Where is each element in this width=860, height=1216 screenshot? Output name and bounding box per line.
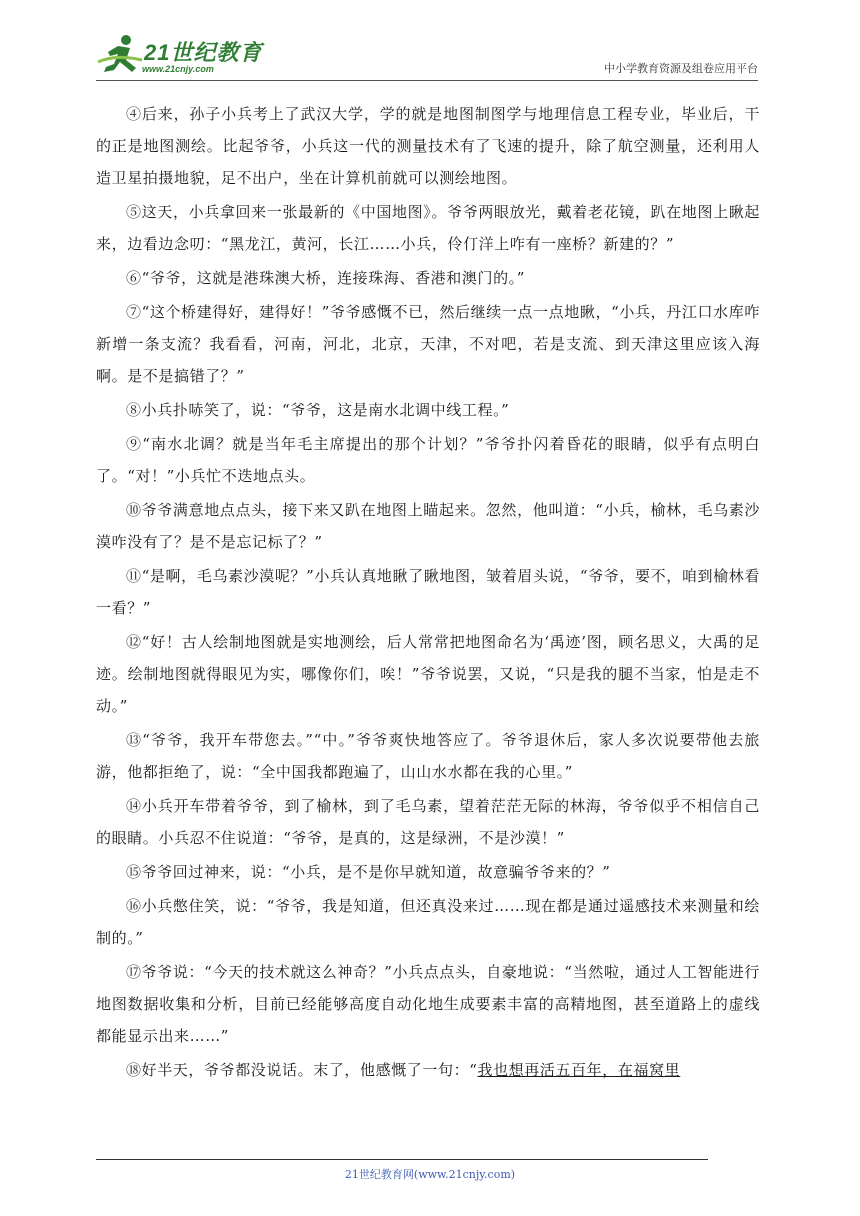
paragraph-15: ⑮爷爷回过神来，说：“小兵，是不是你早就知道，故意骗爷爷来的？” — [126, 863, 611, 881]
paragraph-8: ⑧小兵扑哧笑了，说：“爷爷，这是南水北调中线工程。” — [126, 401, 510, 419]
paragraph-10: ⑩爷爷满意地点点头，接下来又趴在地图上瞄起来。忽然，他叫道：“小兵，榆林，毛乌素沙漠咋没有了？是不是忘记标了？” — [96, 501, 760, 551]
logo-url: www.21cnjy.com — [142, 64, 214, 74]
header-divider — [96, 80, 758, 81]
paragraph-16: ⑯小兵憋住笑，说：“爷爷，我是知道，但还真没来过……现在都是通过遥感技术来测量和绘制的。” — [96, 897, 760, 947]
article-body — [96, 98, 760, 1088]
paragraph-7: ⑦“这个桥建得好，建得好！”爷爷感慨不已，然后继续一点一点地瞅，“小兵，丹江口水库咋新增一条支流？我看看，河南，河北，北京，天津，不对吧，若是支流、到天津这里应该入海啊。是不是搞错了？” — [96, 303, 760, 385]
platform-name: 中小学教育资源及组卷应用平台 — [604, 62, 758, 75]
paragraph-14: ⑭小兵开车带着爷爷，到了榆林，到了毛乌素，望着茫茫无际的林海，爷爷似乎不相信自己的眼睛。小兵忍不住说道：“爷爷，是真的，这是绿洲，不是沙漠！” — [96, 797, 760, 847]
paragraph-6: ⑥“爷爷，这就是港珠澳大桥，连接珠海、香港和澳门的。” — [126, 269, 526, 287]
footer-link[interactable]: 21世纪教育网(www.21cnjy.com) — [344, 1168, 516, 1181]
footer-divider — [96, 1159, 708, 1160]
paragraph-12: ⑫“好！古人绘制地图就是实地测绘，后人常常把地图命名为‘禹迹’图，顾名思义，大禹的足迹。绘制地图就得眼见为实，哪像你们，唉！”爷爷说罢，又说，“只是我的腿不当家，怕是走不动。” — [96, 633, 760, 715]
logo — [96, 32, 266, 78]
paragraph-18-text: ⑱好半天，爷爷都没说话。末了，他感慨了一句：“ — [126, 1061, 478, 1079]
paragraph-17: ⑰爷爷说：“今天的技术就这么神奇？”小兵点点头，自豪地说：“当然啦，通过人工智能进行地图数据收集和分析，目前已经能够高度自动化地生成要素丰富的高精地图，甚至道路上的虚线都能显示出来……” — [96, 963, 760, 1045]
paragraph-9: ⑨“南水北调？就是当年毛主席提出的那个计划？”爷爷扑闪着昏花的眼睛，似乎有点明白了。“对！”小兵忙不迭地点头。 — [96, 435, 760, 485]
underlined-quote: 我也想再活五百年，在福窝里 — [477, 1061, 681, 1079]
paragraph-5: ⑤这天，小兵拿回来一张最新的《中国地图》。爷爷两眼放光，戴着老花镜，趴在地图上瞅起来，边看边念叨：“黑龙江，黄河，长江……小兵，伶仃洋上咋有一座桥？新建的？” — [96, 203, 760, 253]
logo-text: 21世纪教育 — [144, 40, 263, 65]
paragraph-11: ⑪“是啊，毛乌素沙漠呢？”小兵认真地瞅了瞅地图，皱着眉头说，“爷爷，要不，咱到榆林看一看？” — [96, 567, 760, 617]
paragraph-18 — [96, 1054, 760, 1086]
runner-logo-icon — [96, 32, 144, 76]
paragraph-4: ④后来，孙子小兵考上了武汉大学，学的就是地图制图学与地理信息工程专业，毕业后，干的正是地图测绘。比起爷爷，小兵这一代的测量技术有了飞速的提升，除了航空测量，还利用人造卫星拍摄地貌，足不出户，坐在计算机前就可以测绘地图。 — [96, 105, 760, 187]
paragraph-13: ⑬“爷爷，我开车带您去。”“中。”爷爷爽快地答应了。爷爷退休后，家人多次说要带他去旅游，他都拒绝了，说：“全中国我都跑遍了，山山水水都在我的心里。” — [96, 731, 760, 781]
page-header — [96, 26, 758, 78]
